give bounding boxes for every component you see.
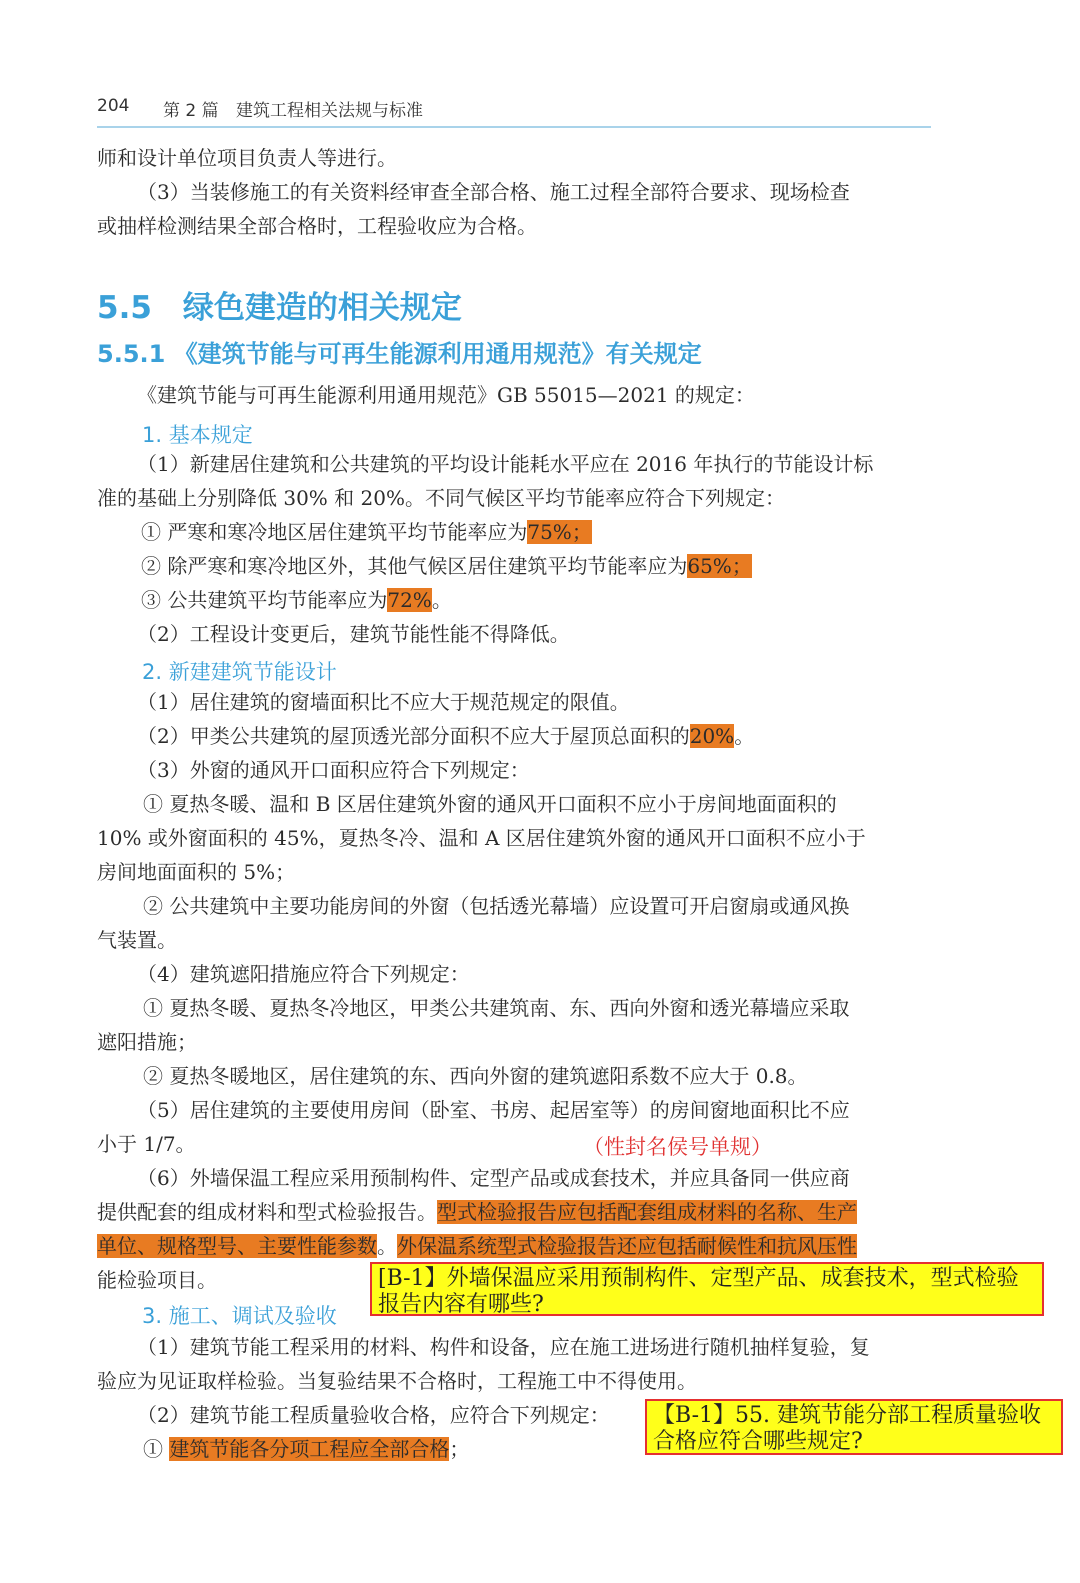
paragraph-line: ② 夏热冬暖地区，居住建筑的东、西向外窗的建筑遮阳系数不应大于 0.8。	[143, 1064, 808, 1088]
paragraph-line: 遮阳措施；	[97, 1030, 197, 1054]
paragraph-line: （1）建筑节能工程采用的材料、构件和设备，应在施工进场进行随机抽样复验，复	[137, 1335, 870, 1359]
item-text: ；	[449, 1437, 470, 1461]
paragraph-line: 师和设计单位项目负责人等进行。	[97, 146, 397, 170]
item-text: 。	[431, 588, 452, 612]
page-number: 204	[97, 96, 130, 116]
subheading-construction: 3. 施工、调试及验收	[142, 1304, 337, 1328]
paragraph-line: 房间地面面积的 5%；	[97, 860, 296, 884]
paragraph-line: 小于 1/7。	[97, 1132, 196, 1156]
paragraph-line: （3）当装修施工的有关资料经审查全部合格、施工过程全部符合要求、现场检查	[137, 180, 850, 204]
section-heading: 5.5 绿色建造的相关规定	[97, 290, 462, 326]
subheading-basic: 1. 基本规定	[142, 423, 253, 447]
paragraph-line: （1）居住建筑的窗墙面积比不应大于规范规定的限值。	[137, 690, 630, 714]
paragraph-line: （3）外窗的通风开口面积应符合下列规定：	[137, 758, 530, 782]
paragraph-line: ① 夏热冬暖、温和 B 区居住建筑外窗的通风开口面积不应小于房间地面面积的	[143, 792, 837, 816]
list-item	[97, 1229, 857, 1263]
highlight: 型式检验报告应包括配套组成材料的名称、生产	[437, 1200, 857, 1224]
paragraph-line: （5）居住建筑的主要使用房间（卧室、书房、起居室等）的房间窗地面积比不应	[137, 1098, 850, 1122]
list-item	[141, 515, 592, 549]
item-text: ① 严寒和寒冷地区居住建筑平均节能率应为	[141, 520, 528, 544]
paragraph-line: （2）建筑节能工程质量验收合格，应符合下列规定：	[137, 1403, 610, 1427]
list-item	[141, 583, 452, 617]
item-text: 提供配套的组成材料和型式检验报告。	[97, 1200, 437, 1224]
list-item	[137, 719, 754, 753]
paragraph-line: ① 夏热冬暖、夏热冬冷地区，甲类公共建筑南、东、西向外窗和透光幕墙应采取	[143, 996, 850, 1020]
highlight: 外保温系统型式检验报告还应包括耐候性和抗风压性	[397, 1234, 857, 1258]
highlight: 65%；	[687, 554, 752, 578]
handwritten-note: （性封名侯号单规）	[583, 1135, 772, 1159]
question-note-1: [B-1】外墙保温应采用预制构件、定型产品、成套技术，型式检验报告内容有哪些?	[370, 1262, 1044, 1316]
paragraph-line: （6）外墙保温工程应采用预制构件、定型产品或成套技术，并应具备同一供应商	[137, 1166, 850, 1190]
paragraph-line: 准的基础上分别降低 30% 和 20%。不同气候区平均节能率应符合下列规定：	[97, 486, 785, 510]
highlight: 72%	[387, 588, 432, 612]
item-text: （2）甲类公共建筑的屋顶透光部分面积不应大于屋顶总面积的	[137, 724, 690, 748]
paragraph-line: 气装置。	[97, 928, 177, 952]
paragraph-line: 10% 或外窗面积的 45%，夏热冬冷、温和 A 区居住建筑外窗的通风开口面积不应小于	[97, 826, 866, 850]
highlight: 建筑节能各分项工程应全部合格	[169, 1437, 450, 1461]
highlight: 20%	[689, 724, 735, 748]
list-item	[141, 549, 752, 583]
list-item	[97, 1195, 857, 1229]
part-title: 建筑工程相关法规与标准	[236, 101, 423, 121]
paragraph-line: 《建筑节能与可再生能源利用通用规范》GB 55015—2021 的规定：	[137, 383, 755, 407]
item-text: 。	[734, 724, 755, 748]
paragraph-line: 能检验项目。	[97, 1268, 217, 1292]
item-text: ③ 公共建筑平均节能率应为	[141, 588, 388, 612]
paragraph-line: （1）新建居住建筑和公共建筑的平均设计能耗水平应在 2016 年执行的节能设计标	[137, 452, 874, 476]
paragraph-line: ② 公共建筑中主要功能房间的外窗（包括透光幕墙）应设置可开启窗扇或通风换	[143, 894, 850, 918]
question-note-2: 【B-1】55. 建筑节能分部工程质量验收合格应符合哪些规定?	[645, 1399, 1063, 1455]
item-text: 。	[377, 1234, 397, 1258]
subsection-heading: 5.5.1 《建筑节能与可再生能源利用通用规范》有关规定	[97, 340, 702, 368]
paragraph-line: 验应为见证取样检验。当复验结果不合格时，工程施工中不得使用。	[97, 1369, 697, 1393]
paragraph-line: （4）建筑遮阳措施应符合下列规定：	[137, 962, 470, 986]
item-text: ② 除严寒和寒冷地区外，其他气候区居住建筑平均节能率应为	[141, 554, 688, 578]
subheading-design: 2. 新建建筑节能设计	[142, 660, 337, 684]
header-rule	[97, 126, 931, 128]
part-label: 第 2 篇	[163, 101, 219, 121]
paragraph-line: 或抽样检测结果全部合格时，工程验收应为合格。	[97, 214, 537, 238]
paragraph-line: （2）工程设计变更后，建筑节能性能不得降低。	[137, 622, 570, 646]
highlight: 单位、规格型号、主要性能参数	[97, 1234, 377, 1258]
list-item	[143, 1432, 469, 1466]
highlight: 75%；	[527, 520, 592, 544]
item-text: ①	[143, 1437, 170, 1461]
